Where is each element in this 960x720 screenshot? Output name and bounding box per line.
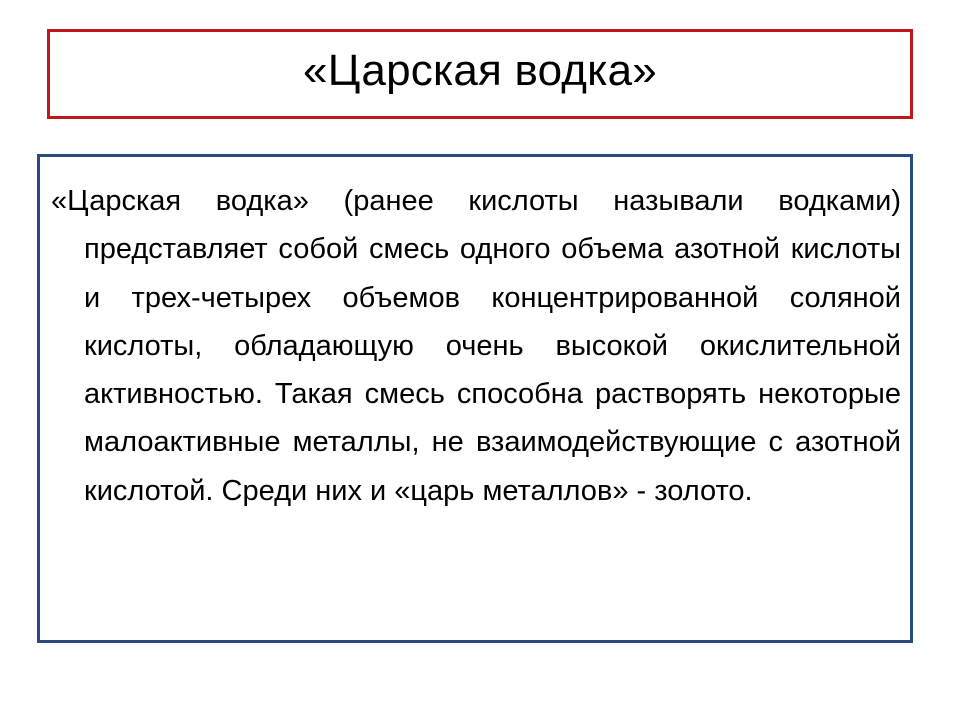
slide-body-box (37, 154, 913, 643)
slide-body-text: «Царская водка» (ранее кислоты называли водками) представляет собой смесь одного объема азотной кислоты и трех-четырех объемов концентрированной соляной кислоты, обладающую очень высокой окислительной активностью. Такая смесь способна растворять некоторые малоактивные металлы, не взаимодействующие с азотной кислотой. Среди них и «царь металлов» - золото. (51, 185, 901, 507)
slide-title: «Царская водка» (303, 46, 657, 95)
slide-title-box (47, 29, 913, 119)
